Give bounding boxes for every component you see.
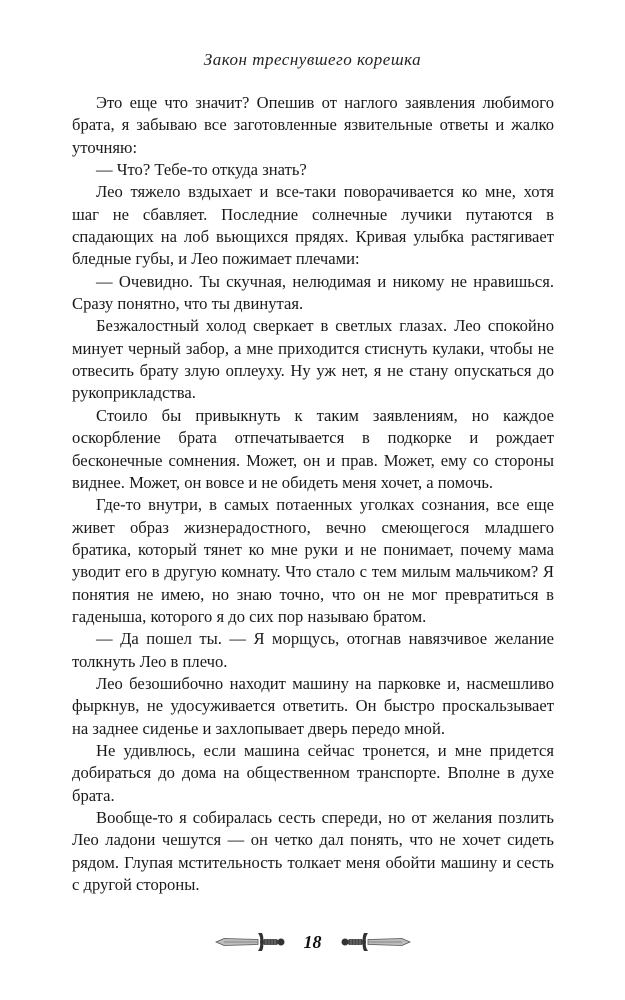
- paragraph: Стоило бы привыкнуть к таким заявлениям, но каждое оскорбление брата отпечатывается в подкорке и рождает бесконечные сомнения. Может, он и прав. Может, ему со стороны виднее. Может, он вовсе и не обидеть меня хочет, а помочь.: [72, 405, 554, 492]
- paragraph: Безжалостный холод сверкает в светлых глазах. Лео спокойно минует черный забор, а мне приходится стиснуть кулаки, чтобы не отвесить брату злую оплеуху. Ну уж нет, я не стану опускаться до рукоприкладства.: [72, 316, 554, 403]
- dagger-left-icon: [214, 931, 286, 953]
- paragraph: Лео тяжело вздыхает и все-таки поворачивается ко мне, хотя шаг не сбавляет. Последние солнечные лучики путаются в спадающих на лоб вьющихся прядях. Кривая улыбка растягивает бледные губы, и Лео пожимает плечами:: [72, 182, 554, 269]
- paragraph: — Что? Тебе-то откуда знать?: [96, 160, 307, 180]
- paragraph: — Да пошел ты. — Я морщусь, отогнав навязчивое желание толкнуть Лео в плечо.: [72, 629, 554, 671]
- paragraph: Это еще что значит? Опешив от наглого заявления любимого брата, я забываю все заготовленные язвительные ответы и жалко уточняю:: [72, 93, 554, 157]
- page-footer: [0, 922, 625, 962]
- dagger-right-icon: [340, 931, 412, 953]
- body-text: [72, 92, 554, 896]
- paragraph: Не удивлюсь, если машина сейчас тронется, и мне придется добираться до дома на общественном транспорте. Вполне в духе брата.: [72, 740, 554, 805]
- running-header: Закон треснувшего корешка: [203, 50, 422, 69]
- paragraph: Лео безошибочно находит машину на парковке и, насмешливо фыркнув, не удосуживается ответить. Он быстро проскальзывает на заднее сиденье и захлопывает дверь передо мной.: [72, 673, 554, 738]
- paragraph: Где-то внутри, в самых потаенных уголках сознания, все еще живет образ жизнерадостного, вечно смеющегося младшего братика, который тянет ко мне руки и не понимает, почему мама уводит его в другую комнату. Что стало с тем милым мальчиком? Я понятия не имею, но знаю точно, что он не мог превратиться в гаденыша, которого я до сих пор называю братом.: [72, 495, 554, 626]
- page-number: 18: [303, 931, 322, 952]
- paragraph: — Очевидно. Ты скучная, нелюдимая и никому не нравишься. Сразу понятно, что ты двинутая.: [72, 271, 554, 314]
- paragraph: Вообще-то я собиралась сесть спереди, но от желания позлить Лео ладони чешутся — он четко дал понять, что не хочет сидеть рядом. Глупая мстительность толкает меня обойти машину и сесть с другой стороны.: [72, 808, 554, 895]
